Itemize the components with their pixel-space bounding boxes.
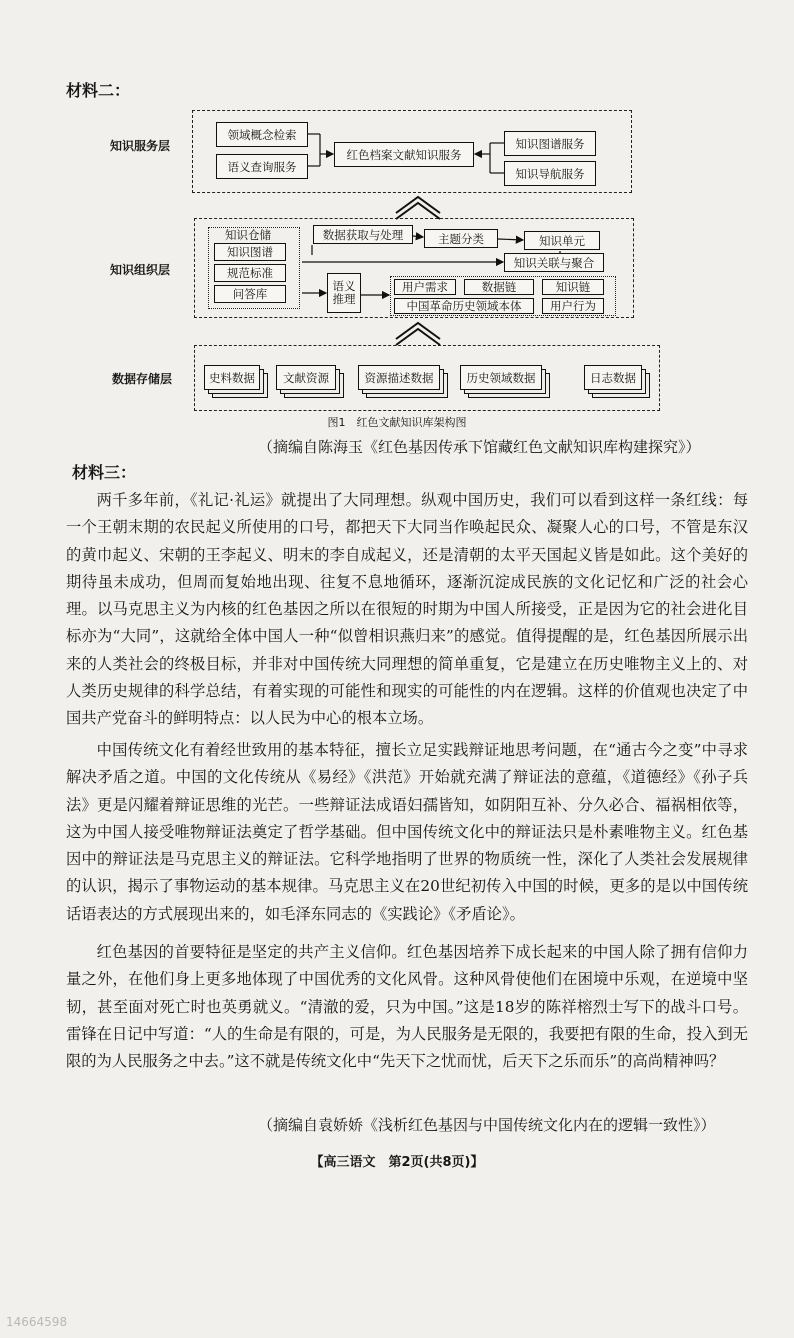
user-behavior-box: 用户行为	[542, 298, 604, 314]
stack-layer	[204, 365, 260, 390]
layer-label-storage: 数据存储层	[112, 372, 173, 386]
concept-retrieval-box: 领域概念检索	[216, 122, 308, 147]
topic-classification-box: 主题分类	[424, 229, 498, 248]
semantic-query-box: 语义查询服务	[216, 154, 308, 179]
paragraph: 红色基因的首要特征是坚定的共产主义信仰。红色基因培养下成长起来的中国人除了拥有信仰力量之外，在他们身上更多地体现了中国优秀的文化风骨。这种风骨使他们在困境中乐观，在逆境中坚韧，甚至面对死亡时也英勇就义。“清澈的爱，只为中国。”这是18岁的陈祥榕烈士写下的战斗口号。雷锋在日记中写道：“人的生命是有限的，可是，为人民服务是无限的，我要把有限的生命，投入到无限的为人民服务之中去。”这不就是传统文化中“先天下之忧而忧，后天下之乐而乐”的高尚精神吗？	[66, 943, 748, 1071]
material2-heading: 材料二：	[66, 81, 131, 100]
layer-label-service: 知识服务层	[110, 139, 171, 153]
watermark-id: 14664598	[6, 1315, 68, 1329]
warehouse-standards: 规范标准	[214, 264, 286, 282]
warehouse-knowledge-graph: 知识图谱	[214, 243, 286, 261]
storage-label: 历史领域数据	[466, 370, 536, 385]
knowledge-linkage-box: 知识关联与聚合	[504, 253, 604, 272]
data-acquisition-box: 数据获取与处理	[313, 225, 413, 244]
storage-label: 日志数据	[590, 370, 636, 385]
material3-source: （摘编自袁娇娇《浅析红色基因与中国传统文化内在的逻辑一致性》）	[258, 1116, 716, 1134]
figure-caption: 图1 红色文献知识库架构图	[327, 416, 467, 429]
stack-layer	[584, 365, 642, 390]
stack-layer	[358, 365, 440, 390]
stack-layer	[460, 365, 542, 390]
material2-source: （摘编自陈海玉《红色基因传承下馆藏红色文献知识库构建探究》）	[258, 438, 701, 456]
storage-label: 文献资源	[283, 370, 329, 385]
knowledge-chain-box: 知识链	[542, 279, 604, 295]
page-footer: 【高三语文 第2页(共8页)】	[310, 1155, 484, 1170]
storage-label: 史料数据	[209, 370, 255, 385]
warehouse-title: 知识仓储	[225, 228, 271, 242]
paragraph: 中国传统文化有着经世致用的基本特征，擅长立足实践辩证地思考问题，在“通古今之变”中寻求解决矛盾之道。中国的文化传统从《易经》《洪范》开始就充满了辩证法的意蕴，《道德经》《孙子兵法》更是闪耀着辩证思维的光芒。一些辩证法成语妇孺皆知，如阴阳互补、分久必合、福祸相依等，这为中国人接受唯物辩证法奠定了哲学基础。但中国传统文化中的辩证法只是朴素唯物主义。红色基因中的辩证法是马克思主义的辩证法。它科学地指明了世界的物质统一性，深化了人类社会发展规律的认识，揭示了事物运动的基本规律。马克思主义在20世纪初传入中国的时候，更多的是以中国传统话语表达的方式展现出来的，如毛泽东同志的《实践论》《矛盾论》。	[66, 741, 748, 923]
warehouse-qa: 问答库	[214, 285, 286, 303]
stack-layer	[276, 365, 336, 390]
paragraph: 两千多年前，《礼记·礼运》就提出了大同理想。纵观中国历史，我们可以看到这样一条红线：每一个王朝末期的农民起义所使用的口号，都把天下大同当作唤起民众、凝聚人心的口号，不管是东汉的黄巾起义、宋朝的王李起义、明末的李自成起义，还是清朝的太平天国起义皆是如此。这个美好的期待虽未成功，但周而复始地出现、往复不息地循环，逐渐沉淀成民族的文化记忆和广泛的社会心理。以马克思主义为内核的红色基因之所以在很短的时期为中国人所接受，正是因为它的社会进化目标亦为“大同”，这就给全体中国人一种“似曾相识燕归来”的感觉。值得提醒的是，红色基因所展示出来的人类社会的终极目标，并非对中国传统大同理想的简单重复，它是建立在历史唯物主义上的、对人类历史规律的科学总结，有着实现的可能性和现实的可能性的内在逻辑。这样的价值观也决定了中国共产党奋斗的鲜明特点：以人民为中心的根本立场。	[66, 491, 748, 728]
layer-label-organization: 知识组织层	[110, 263, 171, 277]
data-chain-box: 数据链	[464, 279, 534, 295]
user-needs-box: 用户需求	[394, 279, 456, 295]
red-archive-service-box: 红色档案文献知识服务	[334, 142, 474, 167]
material3-heading: 材料三：	[72, 463, 137, 482]
architecture-diagram	[0, 95, 794, 425]
knowledge-graph-service-box: 知识图谱服务	[504, 131, 596, 156]
semantic-reasoning-box: 语义推理	[327, 273, 361, 313]
knowledge-unit-box: 知识单元	[524, 231, 600, 250]
ontology-box: 中国革命历史领域本体	[394, 298, 534, 314]
knowledge-navigation-box: 知识导航服务	[504, 161, 596, 186]
storage-label: 资源描述数据	[364, 370, 434, 385]
